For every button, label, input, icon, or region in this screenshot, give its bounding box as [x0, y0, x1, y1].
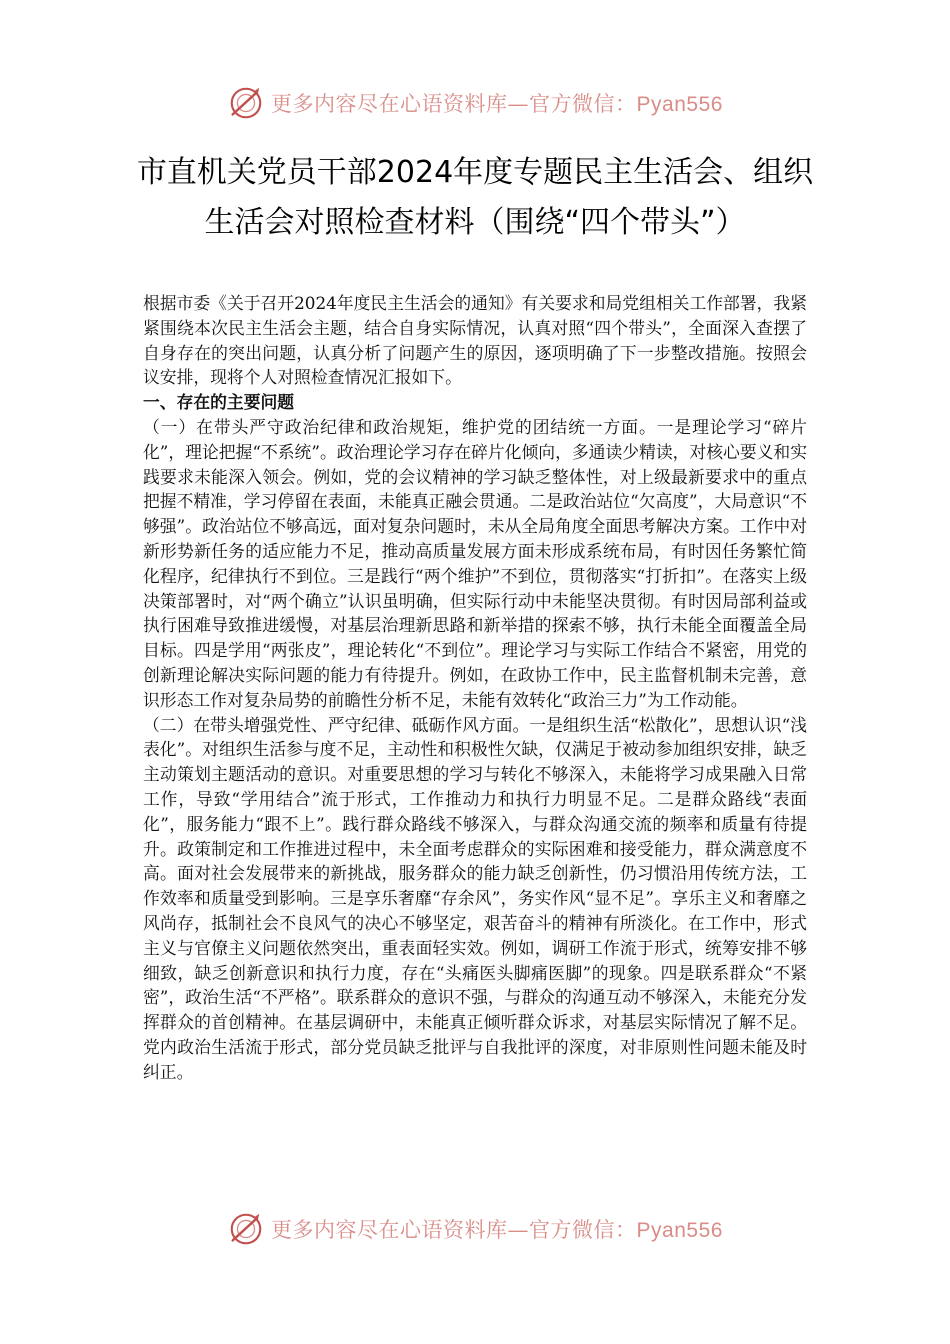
brand-logo-icon [227, 84, 265, 122]
watermark-wechat-id: Pyan556 [636, 1219, 723, 1242]
body-paragraph: （一）在带头严守政治纪律和政治规矩，维护党的团结统一方面。一是理论学习“碎片化”，理论把握“不系统”。政治理论学习存在碎片化倾向，多通读少精读，对核心要义和实践要求未能深入领会。例如，党的会议精神的学习缺乏整体性，对上级最新要求中的重点把握不精准，学习停留在表面，未能真正融会贯通。二是政治站位“欠高度”，大局意识“不够强”。政治站位不够高远，面对复杂问题时，未从全局角度全面思考解决方案。工作中对新形势新任务的适应能力不足，推动高质量发展方面未形成系统布局，有时因任务繁忙简化程序，纪律执行不到位。三是践行“两个维护”不到位，贯彻落实“打折扣”。在落实上级决策部署时，对“两个确立”认识虽明确，但实际行动中未能坚决贯彻。有时因局部利益或执行困难导致推进缓慢，对基层治理新思路和新举措的探索不够，执行未能全面覆盖全局目标。四是学用“两张皮”，理论转化“不到位”。理论学习与实际工作结合不紧密，用党的创新理论解决实际问题的能力有待提升。例如，在政协工作中，民主监督机制未完善，意识形态工作对复杂局势的前瞻性分析不足，未能有效转化“政治三力”为工作动能。 [143, 416, 807, 710]
watermark-wechat-id: Pyan556 [636, 93, 723, 116]
brand-logo-icon [227, 1210, 265, 1248]
title-line-2: 生活会对照检查材料（围绕“四个带头”） [204, 205, 746, 240]
watermark-banner-top [0, 83, 950, 123]
intro-paragraph: 根据市委《关于召开2024年度民主生活会的通知》有关要求和局党组相关工作部署，我紧紧围绕本次民主生活会主题，结合自身实际情况，认真对照“四个带头”，全面深入查摆了自身存在的突出问题，认真分析了问题产生的原因，逐项明确了下一步整改措施。按照会议安排，现将个人对照检查情况汇报如下。 [143, 293, 807, 388]
watermark-text: 更多内容尽在心语资料库—官方微信：Pyan556 [271, 1218, 723, 1242]
section-heading: 一、存在的主要问题 [143, 392, 295, 413]
document-title [0, 148, 950, 248]
body-paragraph: （二）在带头增强党性、严守纪律、砥砺作风方面。一是组织生活“松散化”，思想认识“浅表化”。对组织生活参与度不足，主动性和积极性欠缺，仅满足于被动参加组织安排，缺乏主动策划主题活动的意识。对重要思想的学习与转化不够深入，未能将学习成果融入日常工作，导致“学用结合”流于形式，工作推动力和执行力明显不足。二是群众路线“表面化”，服务能力“跟不上”。践行群众路线不够深入，与群众沟通交流的频率和质量有待提升。政策制定和工作推进过程中，未全面考虑群众的实际困难和接受能力，群众满意度不高。面对社会发展带来的新挑战，服务群众的能力缺乏创新性，仍习惯沿用传统方法，工作效率和质量受到影响。三是享乐奢靡“存余风”，务实作风“显不足”。享乐主义和奢靡之风尚存，抵制社会不良风气的决心不够坚定，艰苦奋斗的精神有所淡化。在工作中，形式主义与官僚主义问题依然突出，重表面轻实效。例如，调研工作流于形式，统筹安排不够细致，缺乏创新意识和执行力度，存在“头痛医头脚痛医脚”的现象。四是联系群众“不紧密”，政治生活“不严格”。联系群众的意识不强，与群众的沟通互动不够深入，未能充分发挥群众的首创精神。在基层调研中，未能真正倾听群众诉求，对基层实际情况了解不足。党内政治生活流于形式，部分党员缺乏批评与自我批评的深度，对非原则性问题未能及时纠正。 [143, 714, 807, 1082]
title-line-1: 市直机关党员干部2024年度专题民主生活会、组织 [136, 155, 814, 190]
watermark-banner-bottom [0, 1209, 950, 1249]
document-body [143, 291, 807, 1085]
watermark-text: 更多内容尽在心语资料库—官方微信：Pyan556 [271, 92, 723, 116]
